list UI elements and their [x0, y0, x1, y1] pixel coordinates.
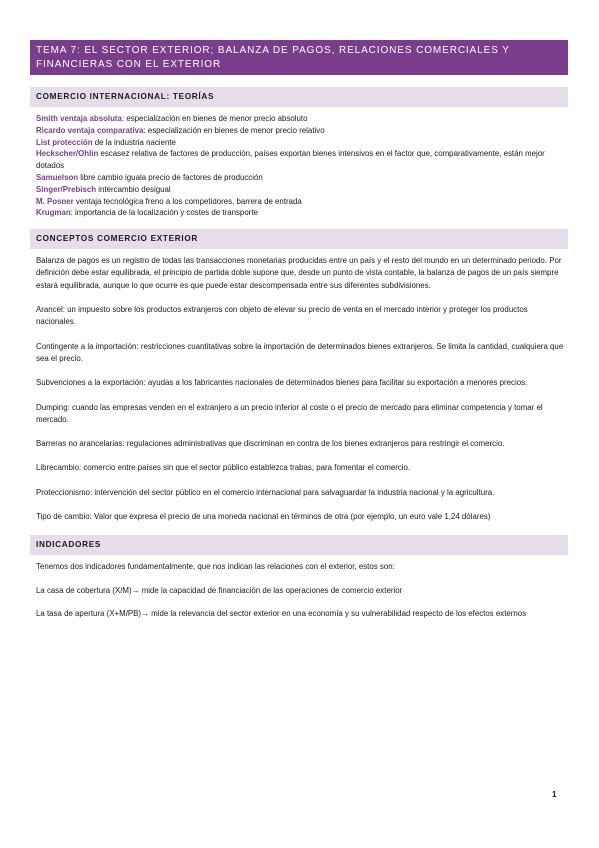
section-heading-theories: COMERCIO INTERNACIONAL: TEORÍAS: [30, 87, 568, 107]
section-heading-concepts: CONCEPTOS COMERCIO EXTERIOR: [30, 229, 568, 249]
theory-item: [36, 172, 568, 184]
theory-text: : especialización en bienes de menor precio relativo: [143, 125, 325, 135]
theory-item: [36, 125, 568, 137]
theory-text: libre cambio iguala precio de factores de producción: [78, 172, 263, 182]
concept-paragraph-dumping: Dumping: cuando las empresas venden en el extranjero a un precio inferior al coste o el precio de mercado para eliminar competencia y tomar el mercado.: [36, 402, 543, 424]
concept-paragraph-subsidies: Subvenciones a la exportación: ayudas a los fabricantes nacionales de determinados bienes para facilitar su exportación a menores precios.: [36, 378, 528, 388]
theory-item: [36, 137, 568, 149]
theories-list: [30, 113, 568, 219]
document-page: [30, 40, 568, 631]
theory-item: [36, 207, 568, 219]
theory-text: escasez relativa de factores de producción, países exportan bienes intensivos en el factor que, comparativamente, están mejor dotados: [36, 149, 545, 171]
indicator-intro: Tenemos dos indicadores fundamentalmente, que nos indican las relaciones con el exterior, estos son:: [36, 562, 395, 572]
theory-name: List protección: [36, 137, 93, 147]
theory-text: intercambio desigual: [96, 184, 171, 194]
theory-text: : especialización en bienes de menor precio absoluto: [121, 114, 308, 123]
theory-text: de la industria naciente: [92, 137, 176, 147]
theory-item: [36, 196, 568, 208]
theory-name: Krugman: [36, 208, 71, 218]
theory-name: Samuelson: [36, 172, 79, 182]
document-title: TEMA 7: EL SECTOR EXTERIOR; BALANZA DE PAGOS, RELACIONES COMERCIALES Y FINANCIERAS CON EL EXTERIOR: [30, 40, 568, 75]
concept-paragraph-balance-of-payments: Balanza de pagos es un registro de todas las transacciones monetarias producidas entre un país y el resto del mundo en un determinado periodo. Por definición debe estar equilibrada, el principio de partida doble supone que, desde un punto de vista contable, la balanza de pagos de un país siempre estará equilibrada, aunque lo que ocurre es que puede estar descompensada entre sus diferentes subdivisiones.: [36, 256, 562, 290]
concept-paragraph-quota: Contingente a la importación: restricciones cuantitativas sobre la importación de determinados bienes extranjeros. Se limita la cantidad, cualquiera que sea el precio.: [36, 341, 564, 363]
theory-item: [36, 113, 568, 125]
concepts-body: [30, 255, 568, 523]
indicator-coverage-rate: La casa de cobertura (X/M)→ mide la capacidad de financiación de las operaciones de comercio exterior: [36, 585, 403, 595]
theory-item: [36, 184, 568, 196]
theory-name: Smith ventaja absoluta: [36, 114, 122, 123]
concept-paragraph-free-trade: Librecambio: comercio entre países sin que el sector público establezca trabas, para fomentar el comercio.: [36, 463, 411, 473]
theory-name: Singer/Prebisch: [36, 184, 97, 194]
page-number: 1: [552, 790, 557, 799]
theory-name: Heckscher/Ohlin: [36, 149, 99, 159]
theory-text: : importancia de la localización y costes de transporte: [70, 208, 258, 218]
concept-paragraph-tariff: Arancel: un impuesto sobre los productos extranjeros con objeto de elevar su precio de venta en el mercado interior y proteger los productos nacionales.: [36, 305, 528, 327]
theory-text: ventaja tecnológica freno a los competidores, barrera de entrada: [73, 196, 302, 206]
concept-paragraph-exchange-rate: Tipo de cambio: Valor que expresa el precio de una moneda nacional en términos de otra (por ejemplo, un euro vale 1,24 dólares): [36, 512, 491, 522]
indicators-body: [30, 561, 568, 620]
concept-paragraph-non-tariff-barriers: Barreras no arancelarias: regulaciones administrativas que discriminan en contra de los bienes extranjeros para restringir el comercio.: [36, 439, 505, 449]
theory-name: M. Posner: [36, 196, 74, 206]
concept-paragraph-protectionism: Proteccionismo: intervención del sector público en el comercio internacional para salvaguardar la industria nacional y la agricultura.: [36, 487, 495, 497]
theory-name: Ricardo ventaja comparativa: [36, 125, 144, 135]
section-heading-indicators: INDICADORES: [30, 535, 568, 555]
theory-item: [36, 148, 568, 172]
indicator-openness-rate: La tasa de apertura (X+M/PB)→ mide la relevancia del sector exterior en una economía y su vulnerabilidad respecto de los efectos externos: [36, 608, 527, 618]
